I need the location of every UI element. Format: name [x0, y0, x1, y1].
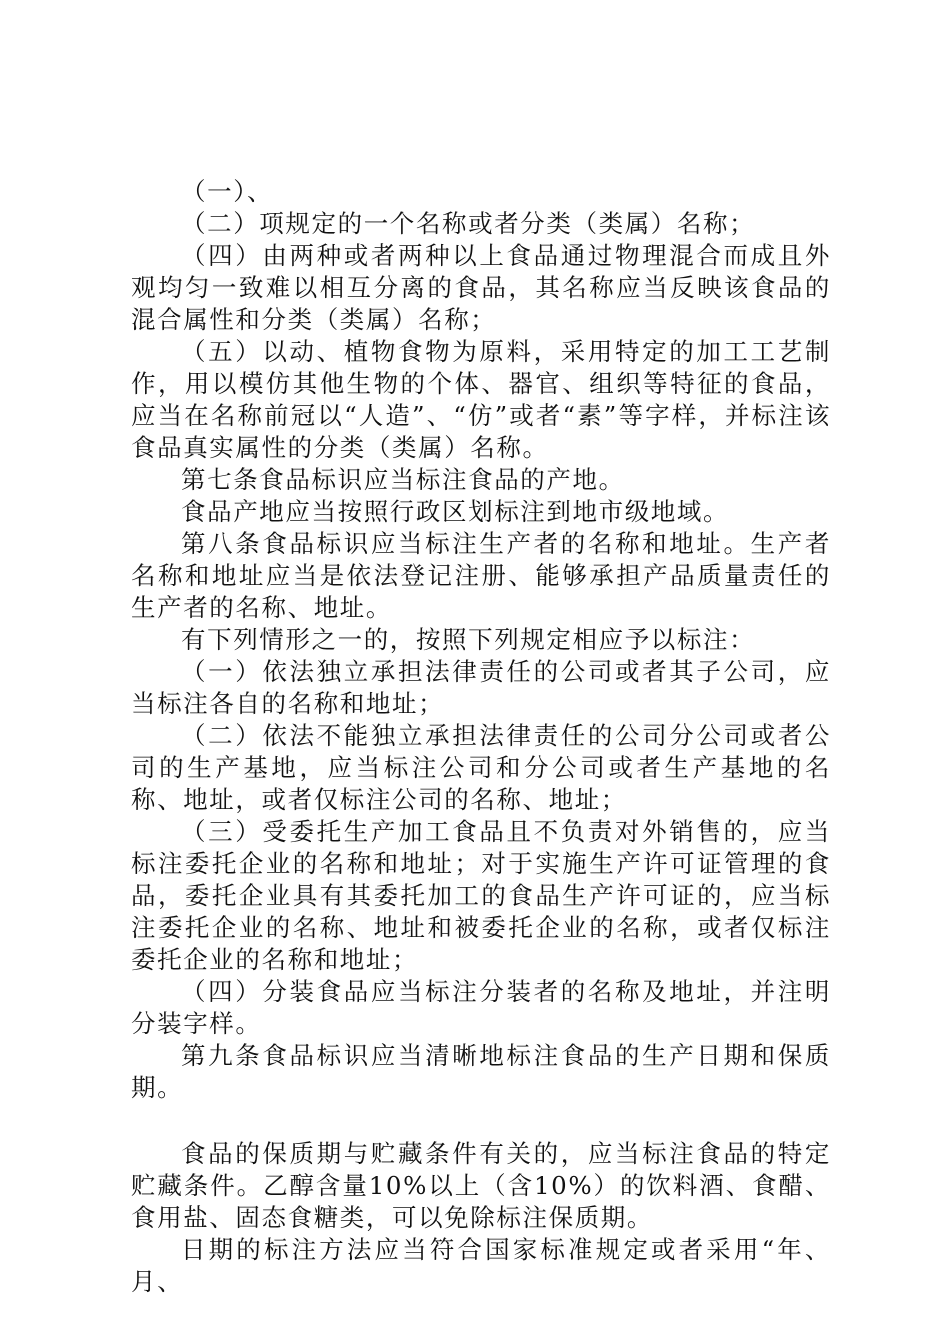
paragraph-item-1: （一）、 [181, 177, 274, 206]
article-8-item-4: （四）分装食品应当标注分装者的名称及地址，并注明分装字样。 [131, 977, 831, 1038]
article-8-heading: 第八条食品标识应当标注生产者的名称和地址。生产者名称和地址应当是依法登记注册、能够承担产品质量责任的生产者的名称、地址。 [131, 529, 831, 622]
article-9-date-format: 日期的标注方法应当符合国家标准规定或者采用“年、月、 [131, 1235, 831, 1296]
article-8-intro: 有下列情形之一的，按照下列规定相应予以标注： [181, 625, 756, 654]
paragraph-item-5: （五）以动、植物食物为原料，采用特定的加工工艺制作，用以模仿其他生物的个体、器官、组织等特征的食品，应当在名称前冠以“人造”、“仿”或者“素”等字样，并标注该食品真实属性的分类（类属）名称。 [131, 337, 831, 462]
paragraph-item-4: （四）由两种或者两种以上食品通过物理混合而成且外观均匀一致难以相互分离的食品，其名称应当反映该食品的混合属性和分类（类属）名称； [131, 241, 831, 334]
paragraph-item-2: （二）项规定的一个名称或者分类（类属）名称； [181, 209, 756, 238]
article-7-heading: 第七条食品标识应当标注食品的产地。 [181, 465, 625, 494]
article-8-item-2: （二）依法不能独立承担法律责任的公司分公司或者公司的生产基地，应当标注公司和分公司或者生产基地的名称、地址，或者仅标注公司的名称、地址； [131, 721, 831, 814]
paragraph-gap [131, 1104, 831, 1138]
article-9-paragraph: 食品的保质期与贮藏条件有关的，应当标注食品的特定贮藏条件。乙醇含量10%以上（含10%）的饮料酒、食醋、食用盐、固态食糖类，可以免除标注保质期。 [131, 1139, 831, 1232]
article-8-item-3: （三）受委托生产加工食品且不负责对外销售的，应当标注委托企业的名称和地址；对于实施生产许可证管理的食品，委托企业具有其委托加工的食品生产许可证的，应当标注委托企业的名称、地址和被委托企业的名称，或者仅标注委托企业的名称和地址； [131, 817, 831, 974]
article-8-item-1: （一）依法独立承担法律责任的公司或者其子公司，应当标注各自的名称和地址； [131, 657, 831, 718]
article-7-paragraph: 食品产地应当按照行政区划标注到地市级地域。 [181, 497, 730, 526]
document-body [131, 176, 831, 1298]
article-9-heading: 第九条食品标识应当清晰地标注食品的生产日期和保质期。 [131, 1041, 831, 1102]
